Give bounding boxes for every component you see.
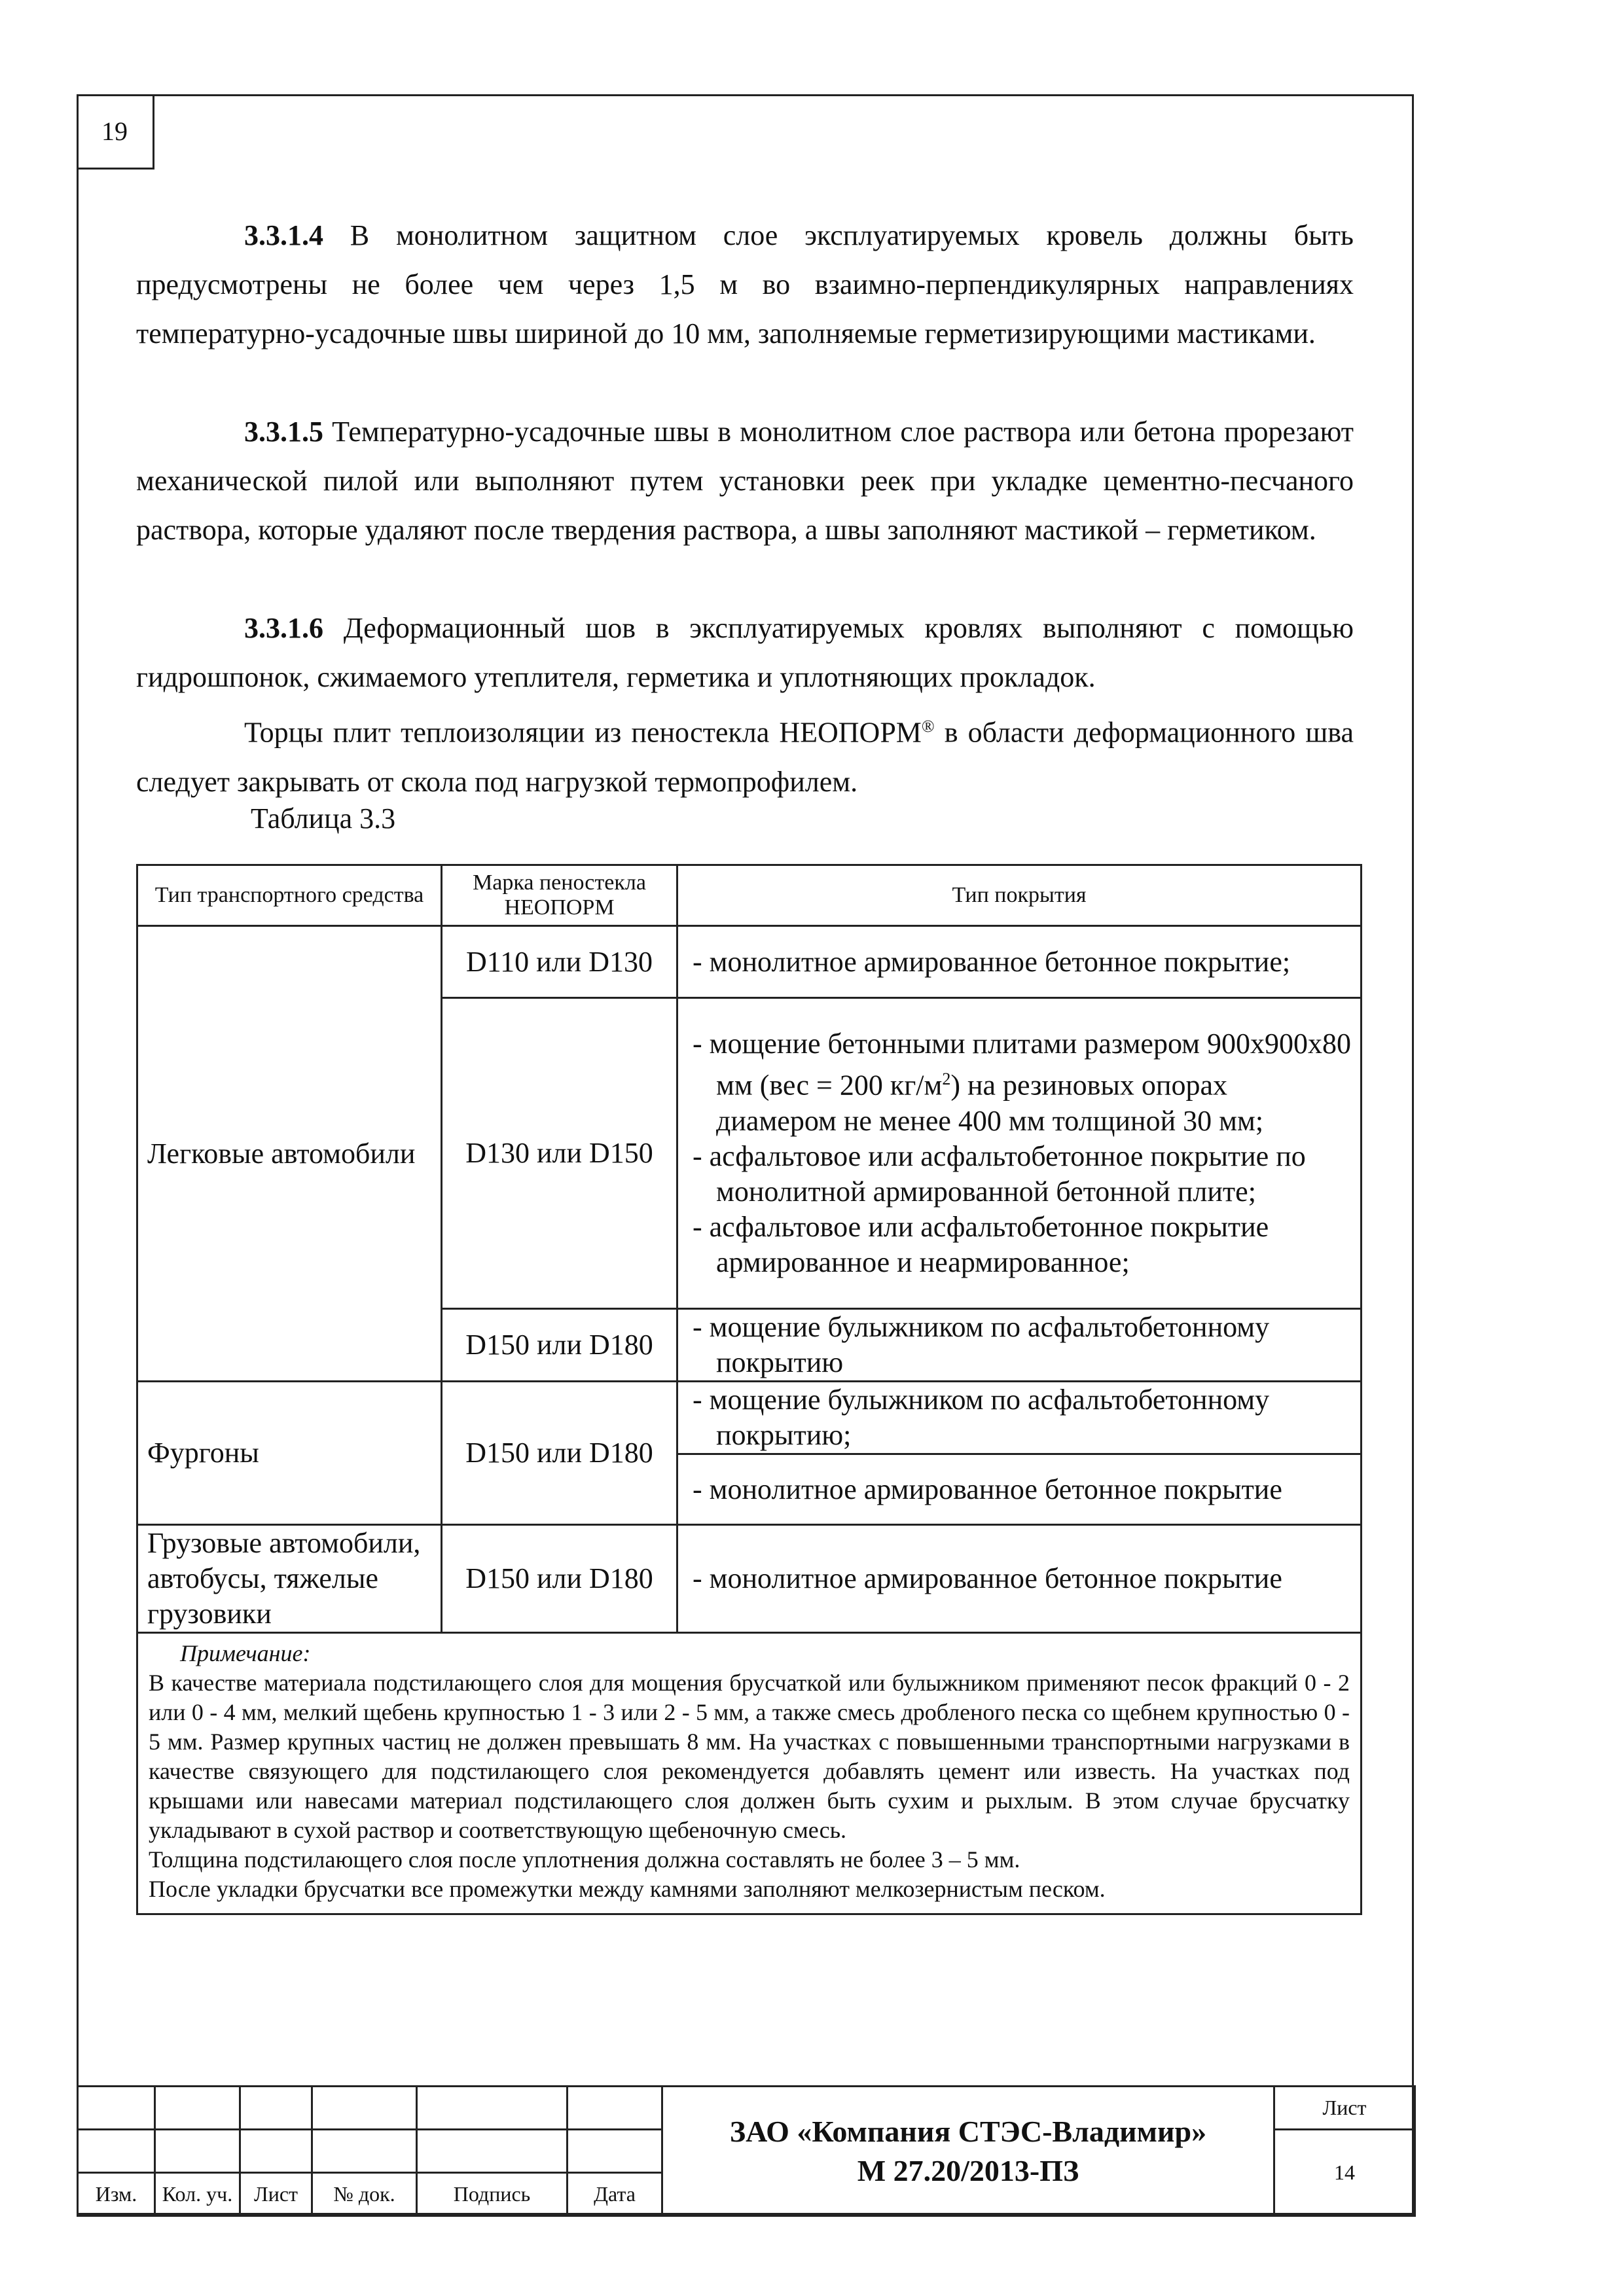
- grade-cell: D150 или D180: [442, 1525, 677, 1633]
- vehicle-cell: Фургоны: [137, 1382, 442, 1525]
- note-heading: Примечание:: [180, 1640, 311, 1666]
- paragraph-text: Температурно-усадочные швы в монолитном слое раствора или бетона прорезают механической пилой или выполняют путем установки реек при укладке цементно-песчаного раствора, которые удаляют после твердения раствора, а швы заполняют мастикой – герметиком.: [136, 416, 1354, 546]
- table-row: [137, 1525, 1362, 1633]
- note-line: Толщина подстилающего слоя после уплотнения должна составлять не более 3 – 5 мм.: [149, 1846, 1020, 1873]
- header-foam-glass-grade: Марка пеностекла НЕОПОРМ: [442, 865, 677, 926]
- paragraph-end-faces: Торцы плит теплоизоляции из пеностекла НЕОПОРМ® в области деформационного шва следует закрывать от скола под нагрузкой термопрофилем.: [136, 716, 1354, 798]
- label-date: Дата: [568, 2173, 662, 2216]
- table-note: [137, 1633, 1362, 1914]
- paragraph-text: В монолитном защитном слое эксплуатируемых кровель должны быть предусмотрены не более чем через 1,5 м во взаимно-перпендикулярных направлениях температурно-усадочные швы шириной до 10 мм, заполняемые герметизирующими мастиками.: [136, 219, 1354, 350]
- label-count: Кол. уч.: [155, 2173, 240, 2216]
- label-sheet: Лист: [240, 2173, 312, 2216]
- header-covering-type: Тип покрытия: [677, 865, 1362, 926]
- sheet-label: Лист: [1274, 2087, 1415, 2130]
- vehicle-cell: Легковые автомобили: [137, 926, 442, 1382]
- header-vehicle-type: Тип транспортного средства: [137, 865, 442, 926]
- covering-cell: - мощение булыжником по асфальтобетонному покрытию: [677, 1309, 1362, 1382]
- note-line: В качестве материала подстилающего слоя для мощения брусчаткой или булыжником применяют песок фракций 0 - 2 или 0 - 4 мм, мелкий щебень крупностью 1 - 3 или 2 - 5 мм, а также смесь дробленого песка со щебнем крупностью 0 - 5 мм. Размер крупных частиц не должен превышать 8 мм. На участках с повышенными транспортными нагрузками в качестве связующего для подстилающего слоя рекомендуется добавлять цемент или известь. На участках под крышами или навесами материал подстилающего слоя должен быть сухим и рыхлым. В этом случае брусчатку укладывают в сухой раствор и соответствующую щебеночную смесь.: [149, 1670, 1350, 1843]
- clause-number: 3.3.1.5: [244, 416, 323, 448]
- paragraph-3-3-1-5: [136, 407, 1354, 554]
- table-caption: Таблица 3.3: [251, 802, 396, 834]
- clause-number: 3.3.1.4: [244, 219, 323, 251]
- grade-cell: D130 или D150: [442, 998, 677, 1309]
- paragraph-3-3-1-6: [136, 603, 1354, 702]
- clause-number: 3.3.1.6: [244, 612, 323, 644]
- document-code: М 27.20/2013-ПЗ: [857, 2153, 1079, 2187]
- label-doc-number: № док.: [312, 2173, 417, 2216]
- vehicle-cell: Грузовые автомобили, автобусы, тяжелые грузовики: [137, 1525, 442, 1633]
- paragraph-text: Деформационный шов в эксплуатируемых кровлях выполняют с помощью гидрошпонок, сжимаемого утеплителя, герметика и уплотняющих прокладок.: [136, 612, 1354, 693]
- grade-cell: D150 или D180: [442, 1309, 677, 1382]
- covering-cell: - монолитное армированное бетонное покрытие;: [677, 926, 1362, 998]
- company-name: ЗАО «Компания СТЭС-Владимир»: [729, 2114, 1207, 2148]
- coverings-table: [136, 864, 1362, 1915]
- note-line: После укладки брусчатки все промежутки между камнями заполняют мелкозернистым песком.: [149, 1876, 1106, 1902]
- paragraph-3-3-1-4: [136, 211, 1354, 358]
- sheet-number: 14: [1274, 2130, 1415, 2216]
- covering-cell: - монолитное армированное бетонное покрытие: [677, 1525, 1362, 1633]
- covering-cell: - мощение бетонными плитами размером 900х900х80 мм (вес = 200 $кг/м^2$) на резиновых опорах диамером не менее 400 мм толщиной 30 мм; - асфальтовое или асфальтобетонное покрытие по монолитной армированной бетонной плите; - асфальтовое или асфальтобетонное покрытие армированное и неармированное;: [677, 998, 1362, 1309]
- covering-cell: - мощение булыжником по асфальтобетонному покрытию;: [677, 1382, 1362, 1454]
- table-row: [137, 926, 1362, 998]
- label-change: Изм.: [78, 2173, 155, 2216]
- note-row: [137, 1633, 1362, 1914]
- grade-cell: D150 или D180: [442, 1382, 677, 1525]
- covering-cell: - монолитное армированное бетонное покрытие: [677, 1454, 1362, 1525]
- title-block: [77, 2085, 1416, 2217]
- company-cell: [662, 2087, 1274, 2216]
- page-number: 19: [77, 94, 154, 170]
- table-row: [137, 1382, 1362, 1454]
- label-signature: Подпись: [417, 2173, 568, 2216]
- table-header-row: [137, 865, 1362, 926]
- grade-cell: D110 или D130: [442, 926, 677, 998]
